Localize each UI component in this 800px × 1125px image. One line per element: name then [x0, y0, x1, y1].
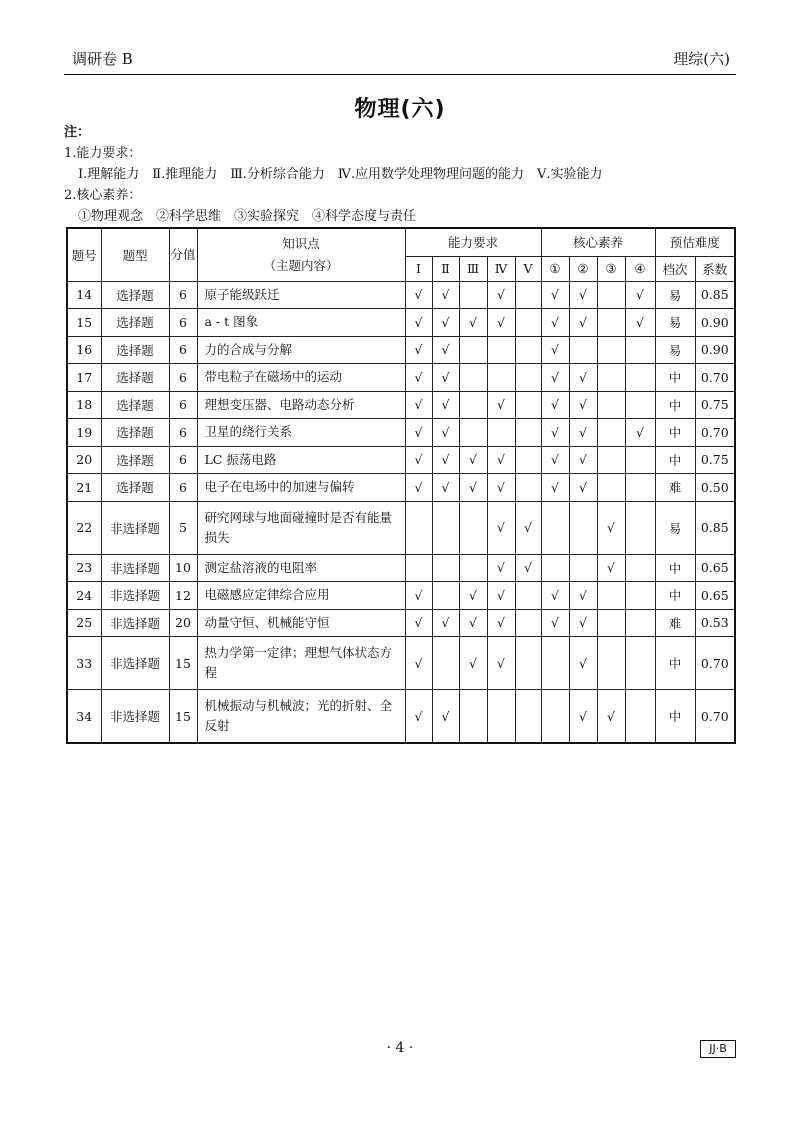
- cell-ability-mark: √: [405, 637, 432, 690]
- cell-literacy-mark: [597, 609, 625, 637]
- cell-level: 中: [655, 554, 695, 582]
- cell-ability-mark: √: [405, 582, 432, 610]
- cell-num: 24: [67, 582, 101, 610]
- cell-ability-mark: √: [432, 419, 459, 447]
- cell-type: 非选择题: [101, 690, 169, 744]
- cell-literacy-mark: √: [541, 609, 569, 637]
- cell-knowledge-point: 电磁感应定律综合应用: [197, 582, 405, 610]
- cell-knowledge-point: a - t 图象: [197, 309, 405, 337]
- header-type: 题型: [101, 228, 169, 281]
- cell-ability-mark: [459, 281, 487, 309]
- cell-level: 中: [655, 446, 695, 474]
- cell-literacy-mark: √: [541, 419, 569, 447]
- table-row: [67, 582, 735, 610]
- cell-literacy-mark: √: [541, 474, 569, 502]
- cell-ability-mark: √: [405, 474, 432, 502]
- cell-num: 20: [67, 446, 101, 474]
- table-row: [67, 419, 735, 447]
- cell-literacy-mark: [625, 582, 655, 610]
- cell-literacy-mark: √: [541, 336, 569, 364]
- cell-ability-mark: √: [432, 446, 459, 474]
- cell-ability-mark: [515, 419, 541, 447]
- cell-literacy-mark: [597, 364, 625, 392]
- cell-score: 6: [169, 474, 197, 502]
- cell-literacy-mark: √: [541, 281, 569, 309]
- cell-literacy-mark: [625, 446, 655, 474]
- cell-ability-mark: [459, 419, 487, 447]
- cell-literacy-mark: [569, 501, 597, 554]
- cell-literacy-mark: √: [541, 582, 569, 610]
- cell-ability-mark: √: [405, 391, 432, 419]
- cell-level: 难: [655, 474, 695, 502]
- cell-type: 选择题: [101, 391, 169, 419]
- cell-ability-mark: √: [487, 474, 515, 502]
- cell-coef: 0.90: [695, 309, 735, 337]
- cell-type: 选择题: [101, 474, 169, 502]
- cell-ability-mark: √: [432, 336, 459, 364]
- cell-ability-mark: [515, 446, 541, 474]
- header-diff-level: 档次: [655, 256, 695, 281]
- cell-literacy-mark: [625, 609, 655, 637]
- cell-ability-mark: √: [405, 309, 432, 337]
- cell-level: 中: [655, 637, 695, 690]
- cell-ability-mark: [515, 690, 541, 744]
- cell-literacy-mark: √: [569, 391, 597, 419]
- cell-coef: 0.53: [695, 609, 735, 637]
- cell-score: 20: [169, 609, 197, 637]
- cell-ability-mark: √: [405, 446, 432, 474]
- cell-knowledge-point: 研究网球与地面碰撞时是否有能量损失: [197, 501, 405, 554]
- cell-ability-mark: [459, 364, 487, 392]
- cell-literacy-mark: √: [597, 690, 625, 744]
- cell-knowledge-point: 电子在电场中的加速与偏转: [197, 474, 405, 502]
- cell-ability-mark: [459, 336, 487, 364]
- cell-knowledge-point: LC 振荡电路: [197, 446, 405, 474]
- cell-ability-mark: [405, 554, 432, 582]
- header-literacy-col: ④: [625, 256, 655, 281]
- header-exam-name: 调研卷 B: [72, 50, 133, 68]
- cell-literacy-mark: √: [597, 501, 625, 554]
- cell-ability-mark: [487, 336, 515, 364]
- cell-coef: 0.70: [695, 690, 735, 744]
- table-row: [67, 391, 735, 419]
- cell-literacy-mark: [625, 690, 655, 744]
- cell-literacy-mark: [541, 501, 569, 554]
- cell-ability-mark: [432, 637, 459, 690]
- cell-knowledge-point: 理想变压器、电路动态分析: [197, 391, 405, 419]
- header-ability-col: Ⅳ: [487, 256, 515, 281]
- table-row: [67, 309, 735, 337]
- cell-knowledge-point: 机械振动与机械波；光的折射、全反射: [197, 690, 405, 744]
- cell-literacy-mark: [625, 501, 655, 554]
- cell-literacy-mark: √: [569, 690, 597, 744]
- header-ability-col: Ⅱ: [432, 256, 459, 281]
- cell-coef: 0.70: [695, 364, 735, 392]
- cell-knowledge-point: 动量守恒、机械能守恒: [197, 609, 405, 637]
- cell-level: 难: [655, 609, 695, 637]
- cell-ability-mark: √: [432, 364, 459, 392]
- cell-ability-mark: [432, 554, 459, 582]
- notes-item1-text: Ⅰ.理解能力 Ⅱ.推理能力 Ⅲ.分析综合能力 Ⅳ.应用数学处理物理问题的能力 Ⅴ.实验能力: [78, 167, 603, 182]
- cell-coef: 0.65: [695, 582, 735, 610]
- notes-item2-title: 2.核心素养：: [64, 188, 142, 203]
- cell-knowledge-point: 力的合成与分解: [197, 336, 405, 364]
- cell-ability-mark: [459, 554, 487, 582]
- cell-ability-mark: √: [432, 474, 459, 502]
- cell-num: 25: [67, 609, 101, 637]
- header-difficulty: 预估难度: [655, 228, 735, 256]
- cell-ability-mark: √: [432, 281, 459, 309]
- cell-ability-mark: √: [405, 690, 432, 744]
- header-score: 分值: [169, 228, 197, 281]
- cell-level: 易: [655, 336, 695, 364]
- cell-literacy-mark: √: [541, 309, 569, 337]
- notes-item2-text: ①物理观念 ②科学思维 ③实验探究 ④科学态度与责任: [78, 209, 417, 224]
- cell-score: 6: [169, 364, 197, 392]
- cell-score: 6: [169, 309, 197, 337]
- cell-ability-mark: √: [515, 501, 541, 554]
- cell-literacy-mark: √: [541, 364, 569, 392]
- page-title: 物理(六): [354, 97, 446, 122]
- header-literacy: 核心素养: [541, 228, 655, 256]
- cell-ability-mark: √: [432, 609, 459, 637]
- cell-literacy-mark: √: [625, 419, 655, 447]
- cell-type: 非选择题: [101, 501, 169, 554]
- cell-num: 19: [67, 419, 101, 447]
- table-body: [67, 281, 735, 743]
- cell-num: 23: [67, 554, 101, 582]
- cell-ability-mark: [459, 501, 487, 554]
- cell-literacy-mark: √: [597, 554, 625, 582]
- cell-type: 非选择题: [101, 637, 169, 690]
- cell-num: 33: [67, 637, 101, 690]
- cell-ability-mark: √: [432, 690, 459, 744]
- cell-literacy-mark: [569, 336, 597, 364]
- cell-ability-mark: [515, 637, 541, 690]
- cell-literacy-mark: √: [569, 446, 597, 474]
- cell-score: 15: [169, 637, 197, 690]
- table-row: [67, 446, 735, 474]
- cell-ability-mark: √: [487, 554, 515, 582]
- cell-literacy-mark: [597, 637, 625, 690]
- cell-ability-mark: [487, 690, 515, 744]
- header-num: 题号: [67, 228, 101, 281]
- cell-literacy-mark: [597, 336, 625, 364]
- cell-literacy-mark: √: [541, 391, 569, 419]
- cell-ability-mark: √: [487, 609, 515, 637]
- cell-ability-mark: [459, 391, 487, 419]
- cell-literacy-mark: [625, 637, 655, 690]
- cell-ability-mark: √: [459, 474, 487, 502]
- cell-ability-mark: √: [405, 364, 432, 392]
- cell-num: 34: [67, 690, 101, 744]
- cell-type: 选择题: [101, 446, 169, 474]
- cell-ability-mark: √: [459, 446, 487, 474]
- cell-ability-mark: √: [487, 281, 515, 309]
- cell-knowledge-point: 卫星的绕行关系: [197, 419, 405, 447]
- cell-literacy-mark: √: [569, 419, 597, 447]
- cell-num: 21: [67, 474, 101, 502]
- cell-literacy-mark: √: [625, 281, 655, 309]
- header-literacy-col: ②: [569, 256, 597, 281]
- cell-knowledge-point: 带电粒子在磁场中的运动: [197, 364, 405, 392]
- cell-ability-mark: √: [459, 637, 487, 690]
- cell-ability-mark: √: [487, 391, 515, 419]
- cell-type: 选择题: [101, 419, 169, 447]
- cell-literacy-mark: [597, 446, 625, 474]
- cell-type: 非选择题: [101, 554, 169, 582]
- cell-ability-mark: [405, 501, 432, 554]
- table-row: [67, 474, 735, 502]
- header-kp-line1: 知识点: [282, 235, 320, 251]
- cell-ability-mark: √: [432, 391, 459, 419]
- cell-literacy-mark: [597, 582, 625, 610]
- header-literacy-col: ①: [541, 256, 569, 281]
- cell-coef: 0.75: [695, 391, 735, 419]
- cell-ability-mark: √: [515, 554, 541, 582]
- cell-literacy-mark: √: [569, 281, 597, 309]
- cell-coef: 0.70: [695, 637, 735, 690]
- cell-type: 非选择题: [101, 582, 169, 610]
- cell-literacy-mark: √: [541, 446, 569, 474]
- cell-ability-mark: [515, 281, 541, 309]
- cell-level: 易: [655, 309, 695, 337]
- cell-num: 22: [67, 501, 101, 554]
- cell-ability-mark: [515, 336, 541, 364]
- cell-literacy-mark: [625, 364, 655, 392]
- header-literacy-col: ③: [597, 256, 625, 281]
- header-ability: 能力要求: [405, 228, 541, 256]
- cell-coef: 0.70: [695, 419, 735, 447]
- header-ability-col: Ⅰ: [405, 256, 432, 281]
- cell-literacy-mark: √: [569, 582, 597, 610]
- cell-ability-mark: √: [459, 309, 487, 337]
- cell-num: 17: [67, 364, 101, 392]
- cell-type: 选择题: [101, 364, 169, 392]
- cell-level: 中: [655, 582, 695, 610]
- cell-ability-mark: √: [487, 501, 515, 554]
- cell-level: 中: [655, 391, 695, 419]
- cell-literacy-mark: [541, 554, 569, 582]
- table-row: [67, 609, 735, 637]
- cell-literacy-mark: [597, 419, 625, 447]
- cell-literacy-mark: √: [569, 609, 597, 637]
- cell-score: 6: [169, 336, 197, 364]
- cell-coef: 0.75: [695, 446, 735, 474]
- cell-score: 10: [169, 554, 197, 582]
- cell-type: 选择题: [101, 336, 169, 364]
- cell-literacy-mark: √: [569, 364, 597, 392]
- cell-literacy-mark: [541, 690, 569, 744]
- cell-ability-mark: [487, 364, 515, 392]
- cell-ability-mark: √: [459, 582, 487, 610]
- cell-type: 选择题: [101, 281, 169, 309]
- cell-ability-mark: [515, 474, 541, 502]
- cell-score: 6: [169, 391, 197, 419]
- cell-score: 5: [169, 501, 197, 554]
- cell-ability-mark: [515, 582, 541, 610]
- cell-coef: 0.65: [695, 554, 735, 582]
- header-ability-col: Ⅲ: [459, 256, 487, 281]
- cell-level: 易: [655, 281, 695, 309]
- table-row: [67, 364, 735, 392]
- cell-literacy-mark: [597, 391, 625, 419]
- cell-score: 12: [169, 582, 197, 610]
- cell-coef: 0.85: [695, 501, 735, 554]
- cell-literacy-mark: √: [569, 637, 597, 690]
- cell-num: 15: [67, 309, 101, 337]
- cell-num: 18: [67, 391, 101, 419]
- cell-score: 6: [169, 281, 197, 309]
- page-number: · 4 ·: [386, 1040, 414, 1056]
- cell-ability-mark: [432, 582, 459, 610]
- cell-coef: 0.85: [695, 281, 735, 309]
- cell-ability-mark: √: [405, 419, 432, 447]
- cell-num: 16: [67, 336, 101, 364]
- cell-type: 选择题: [101, 309, 169, 337]
- cell-ability-mark: √: [459, 609, 487, 637]
- cell-ability-mark: [515, 609, 541, 637]
- cell-level: 中: [655, 419, 695, 447]
- table-row: [67, 554, 735, 582]
- cell-ability-mark: √: [487, 637, 515, 690]
- cell-knowledge-point: 原子能级跃迁: [197, 281, 405, 309]
- footer-code: JJ·B: [700, 1040, 736, 1058]
- cell-literacy-mark: [541, 637, 569, 690]
- cell-ability-mark: [459, 690, 487, 744]
- cell-level: 中: [655, 364, 695, 392]
- header-kp-line2: （主题内容）: [263, 257, 339, 273]
- table-row: [67, 637, 735, 690]
- cell-ability-mark: [432, 501, 459, 554]
- cell-literacy-mark: [625, 391, 655, 419]
- header-knowledge-point: [197, 228, 405, 281]
- notes-item1-title: 1.能力要求：: [64, 146, 142, 161]
- cell-level: 易: [655, 501, 695, 554]
- header-ability-col: Ⅴ: [515, 256, 541, 281]
- cell-score: 15: [169, 690, 197, 744]
- cell-ability-mark: √: [487, 309, 515, 337]
- cell-ability-mark: [515, 391, 541, 419]
- cell-ability-mark: √: [487, 446, 515, 474]
- header-subject: 理综(六): [673, 50, 730, 68]
- cell-knowledge-point: 测定盐溶液的电阻率: [197, 554, 405, 582]
- cell-literacy-mark: [625, 336, 655, 364]
- cell-ability-mark: [515, 309, 541, 337]
- table-row: [67, 501, 735, 554]
- cell-knowledge-point: 热力学第一定律；理想气体状态方程: [197, 637, 405, 690]
- cell-ability-mark: √: [405, 281, 432, 309]
- question-analysis-table: [66, 227, 736, 744]
- cell-ability-mark: √: [487, 582, 515, 610]
- cell-ability-mark: √: [405, 336, 432, 364]
- cell-literacy-mark: [597, 474, 625, 502]
- cell-ability-mark: √: [405, 609, 432, 637]
- table-row: [67, 336, 735, 364]
- cell-literacy-mark: √: [569, 309, 597, 337]
- cell-score: 6: [169, 419, 197, 447]
- cell-literacy-mark: [597, 281, 625, 309]
- header-diff-coef: 系数: [695, 256, 735, 281]
- cell-num: 14: [67, 281, 101, 309]
- cell-literacy-mark: √: [625, 309, 655, 337]
- notes-label: 注：: [64, 125, 91, 140]
- cell-literacy-mark: [625, 474, 655, 502]
- cell-coef: 0.50: [695, 474, 735, 502]
- cell-level: 中: [655, 690, 695, 744]
- cell-type: 非选择题: [101, 609, 169, 637]
- table-row: [67, 690, 735, 744]
- notes-section: [64, 122, 603, 227]
- table-row: [67, 281, 735, 309]
- cell-literacy-mark: √: [569, 474, 597, 502]
- cell-ability-mark: [515, 364, 541, 392]
- cell-score: 6: [169, 446, 197, 474]
- cell-literacy-mark: [625, 554, 655, 582]
- cell-coef: 0.90: [695, 336, 735, 364]
- cell-literacy-mark: [569, 554, 597, 582]
- cell-ability-mark: √: [432, 309, 459, 337]
- cell-ability-mark: [487, 419, 515, 447]
- cell-literacy-mark: [597, 309, 625, 337]
- header-rule: [64, 74, 736, 75]
